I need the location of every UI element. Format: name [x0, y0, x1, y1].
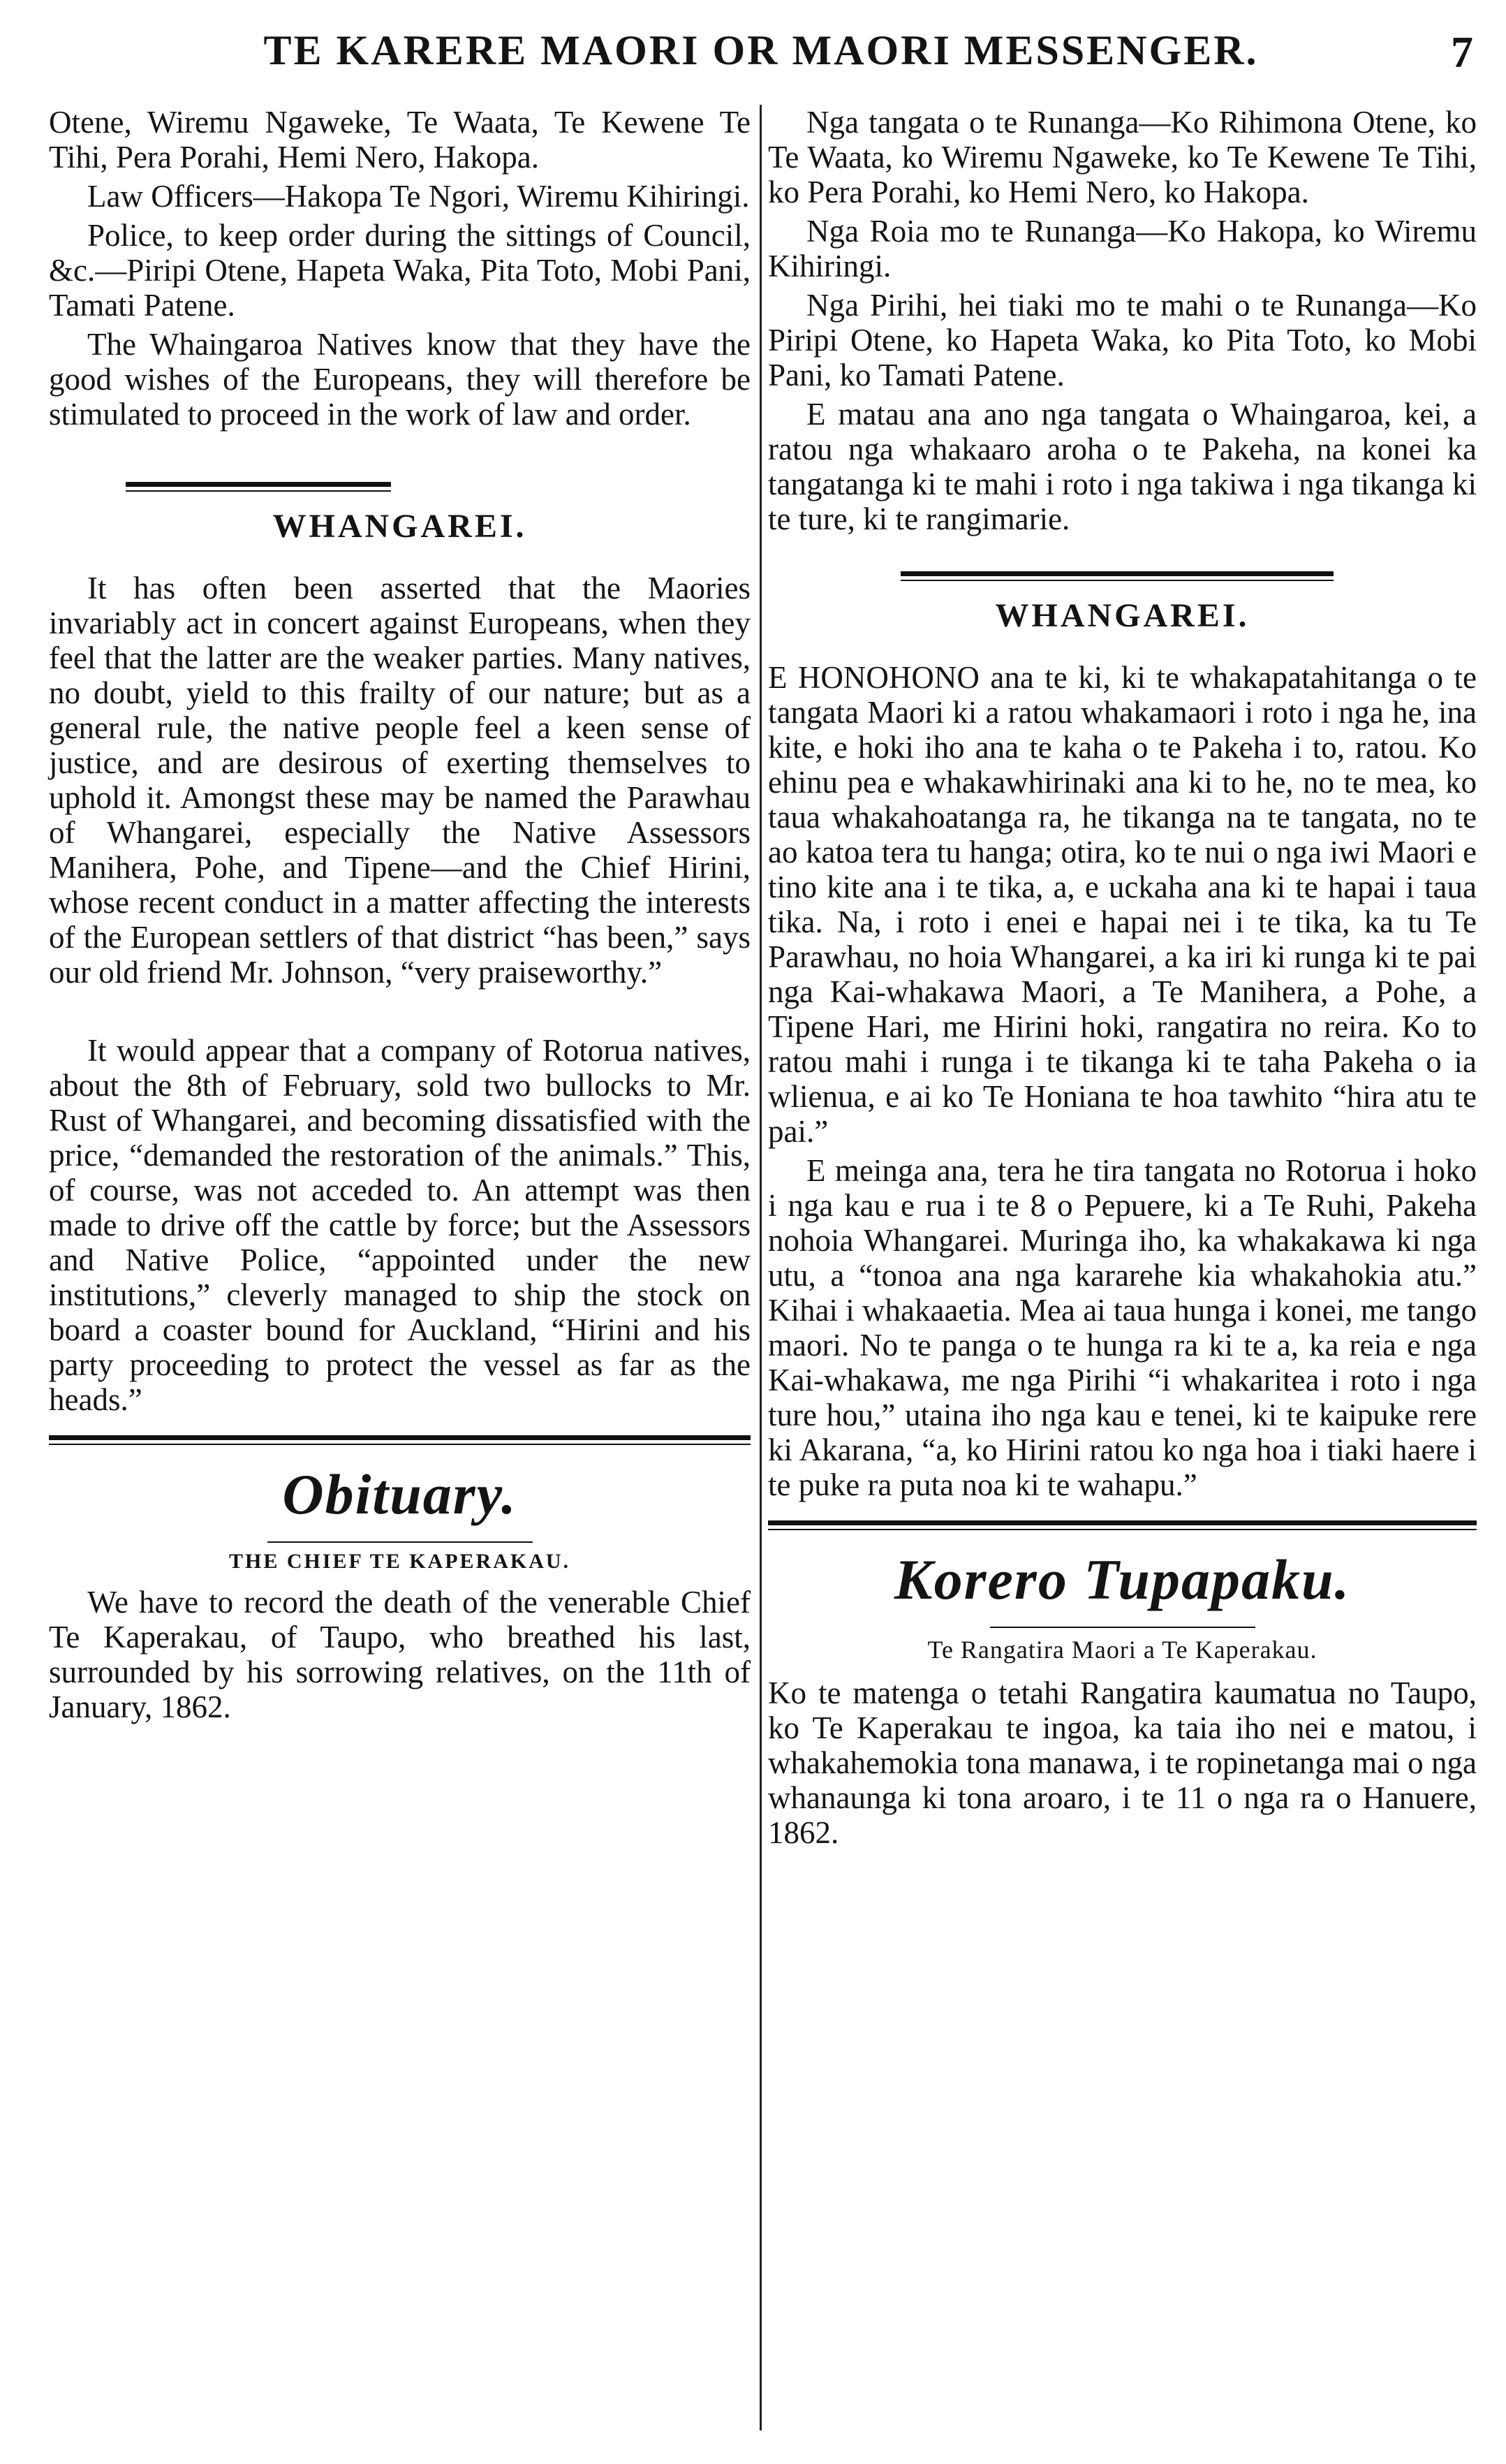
section-rule — [768, 1520, 1477, 1530]
section-rule — [126, 482, 391, 492]
column-divider — [760, 105, 762, 2430]
runanga-lawyers: Nga Roia mo te Runanga—Ko Hakopa, ko Wiremu Kihiringi. — [768, 214, 1477, 284]
section-title-whangarei-maori: WHANGAREI. — [995, 597, 1250, 634]
whaingaroa-note-maori: E matau ana ano nga tangata o Whaingaroa, kei, a ratou nga whakaaro aroha o te Pakeha, na konei ka tangatanga ki te mahi i roto i nga takiwa i nga tikanga ki te ture, ki te rangimarie. — [768, 397, 1477, 536]
newspaper-title: TE KARERE MAORI OR MAORI MESSENGER. — [263, 27, 1259, 73]
section-title-whangarei: WHANGAREI. — [272, 508, 527, 545]
masthead — [49, 27, 1473, 103]
obituary-text: We have to record the death of the venerable Chief Te Kaperakau, of Taupo, who breathed his last, surrounded by his sorrowing relatives, on the 11th of January, 1862. — [49, 1585, 751, 1724]
maori-column — [768, 105, 1477, 1854]
paragraph-gap — [49, 994, 751, 1033]
page-number: 7 — [1451, 27, 1473, 77]
obituary-text-maori: Ko te matenga o tetahi Rangatira kaumatua no Taupo, ko Te Kaperakau te ingoa, ka taia iho nei e matou, i whakahemokia tona manawa, i te ropinetanga mai o nga whanaunga ki tona aroaro, i te 11 o nga ra o Hanuere, 1862. — [768, 1675, 1477, 1850]
section-rule — [901, 571, 1334, 581]
section-rule — [49, 1435, 751, 1445]
officers-list: Otene, Wiremu Ngaweke, Te Waata, Te Kewene Te Tihi, Pera Porahi, Hemi Nero, Hakopa. — [49, 105, 751, 175]
runanga-police: Nga Pirihi, hei tiaki mo te mahi o te Runanga—Ko Piripi Otene, ko Hapeta Waka, ko Pita Toto, ko Mobi Pani, ko Tamati Patene. — [768, 288, 1477, 393]
police-list: Police, to keep order during the sittings of Council, &c.—Piripi Otene, Hapeta Waka, Pita Toto, Mobi Pani, Tamati Patene. — [49, 218, 751, 323]
english-column — [49, 105, 751, 1729]
whangarei-paragraph: It would appear that a company of Rotorua natives, about the 8th of February, sold two bullocks to Mr. Rust of Whangarei, and becoming dissatisfied with the price, “demanded the restoration of the animals.” This, of course, was not acceded to. An attempt was then made to drive off the cattle by force; but the Assessors and Native Police, “appointed under the new institutions,” cleverly managed to ship the stock on board a coaster bound for Auckland, “Hirini and his party proceeding to protect the vessel as far as the heads.” — [49, 1033, 751, 1417]
short-rule — [267, 1541, 533, 1543]
law-officers: Law Officers—Hakopa Te Ngori, Wiremu Kihiringi. — [87, 179, 750, 214]
obituary-subhead-maori: Te Rangatira Maori a Te Kaperakau. — [927, 1636, 1317, 1664]
obituary-title: Obituary. — [282, 1462, 517, 1526]
obituary-title-maori: Korero Tupapaku. — [894, 1548, 1351, 1611]
short-rule — [990, 1627, 1255, 1628]
obituary-subhead: THE CHIEF TE KAPERAKAU. — [228, 1550, 571, 1573]
whaingaroa-note: The Whaingaroa Natives know that they have the good wishes of the Europeans, they will therefore be stimulated to proceed in the work of law and order. — [49, 327, 751, 432]
whangarei-paragraph-maori: E HONOHONO ana te ki, ki te whakapatahitanga o te tangata Maori ki a ratou whakamaori i roto i nga he, ina kite, e hoki iho ana te kaha o te Pakeha i to, ratou. Ko ehinu pea e whakawhirinaki ana ki to he, no te mea, ko taua whakahoatanga ra, he tikanga na te tangata, no te ao katoa tera tu hanga; otira, ko te nui o nga iwi Maori e tino kite ana i te tika, a, e uckaha ana ki te hapai i taua tika. Na, i roto i enei e hapai nei i te tika, ka tu Te Parawhau, no hoia Whangarei, a ka iri ki runga ki te pai nga Kai-whakawa Maori, a Te Manihera, a Pohe, a Tipene Hari, me Hirini hoki, rangatira no reira. Ko to ratou mahi i runga i te tikanga ki te taha Pakeha o ia wlienua, e ai ko Te Honiana te hoa tawhito “hira atu te pai.” — [768, 660, 1477, 1149]
runanga-members: Nga tangata o te Runanga—Ko Rihimona Otene, ko Te Waata, ko Wiremu Ngaweke, ko Te Kewene Te Tihi, ko Pera Porahi, ko Hemi Nero, ko Hakopa. — [768, 105, 1477, 210]
whangarei-paragraph: It has often been asserted that the Maories invariably act in concert against Europeans, when they feel that the latter are the weaker parties. Many natives, no doubt, yield to this frailty of our nature; but as a general rule, the native people feel a keen sense of justice, and are desirous of exerting themselves to uphold it. Amongst these may be named the Parawhau of Whangarei, especially the Native Assessors Manihera, Pohe, and Tipene—and the Chief Hirini, whose recent conduct in a matter affecting the interests of the European settlers of that district “has been,” says our old friend Mr. Johnson, “very praiseworthy.” — [49, 571, 751, 990]
whangarei-paragraph-maori: E meinga ana, tera he tira tangata no Rotorua i hoko i nga kau e rua i te 8 o Pepuere, ki a Te Ruhi, Pakeha nohoia Whangarei. Muringa iho, ka whakakawa ki nga utu, a “tonoa ana nga kararehe kia whakahokia atu.” Kihai i whakaaetia. Mea ai taua hunga i konei, me tango maori. No te panga o te hunga ra ki te a, ka reia e nga Kai-whakawa, me nga Pirihi “i whakaritea i roto i nga ture hou,” utaina iho nga kau e tenei, ki te kaipuke rere ki Akarana, “a, ko Hirini ratou ko nga hoa i tiaki haere i te puke ra puta noa ki te wahapu.” — [768, 1153, 1477, 1502]
